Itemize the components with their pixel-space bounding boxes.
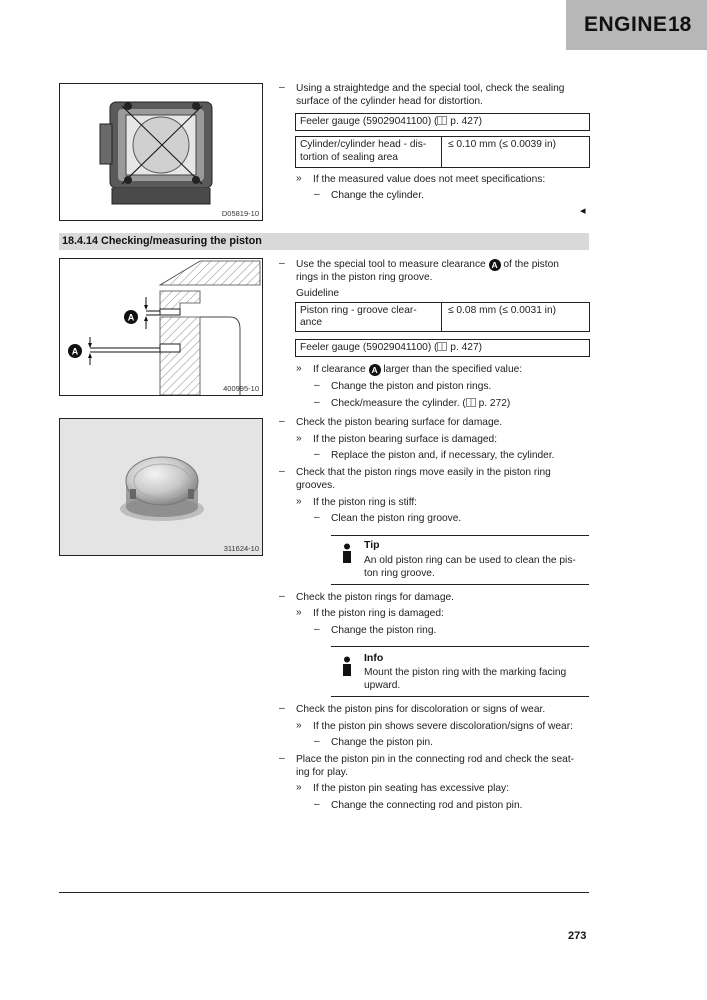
tip-title: Tip [364, 539, 380, 551]
ring-clearance-diagram [60, 259, 262, 395]
condition-text: larger than the specified value: [383, 364, 523, 375]
callout-a-badge: A [369, 364, 381, 376]
info-bottom-rule [331, 696, 589, 697]
book-icon [466, 398, 476, 407]
spec-value: ≤ 0.08 mm (≤ 0.0031 in) [448, 305, 557, 316]
info-top-rule [331, 646, 589, 647]
action-text: Change the piston pin. [331, 737, 433, 748]
action-dash: – [314, 799, 320, 810]
tool-name: Feeler gauge (59029041100) ( [300, 342, 438, 353]
book-icon [437, 116, 447, 125]
spec-table [295, 302, 590, 332]
condition-text: If the piston ring is damaged: [313, 608, 444, 619]
step-dash: – [279, 258, 285, 269]
tip-text: An old piston ring can be used to clean the pis- [364, 555, 576, 566]
step-text: Check the piston rings for damage. [296, 592, 454, 603]
figure-cylinder [59, 83, 263, 221]
action-text: Clean the piston ring groove. [331, 513, 462, 524]
tip-top-rule [331, 535, 589, 536]
page-ref: p. 427) [447, 342, 483, 353]
tip-text: ton ring groove. [364, 568, 435, 579]
action-dash: – [314, 449, 320, 460]
action-dash: – [314, 380, 320, 391]
step-dash: – [279, 703, 285, 714]
step-text: rings in the piston ring groove. [296, 272, 433, 283]
action-text: Replace the piston and, if necessary, the cylinder. [331, 450, 555, 461]
step-text: Check the piston bearing surface for damage. [296, 417, 503, 428]
figure-id: 311624-10 [223, 544, 259, 553]
step-text: of the piston [503, 259, 559, 270]
info-icon [340, 656, 354, 676]
action-dash: – [314, 512, 320, 523]
spec-label: ance [300, 317, 323, 328]
figure-id: 400995-10 [223, 384, 259, 393]
condition-text: If the piston pin shows severe discoloration/signs of wear: [313, 721, 573, 732]
condition-bullet: » [296, 363, 302, 374]
condition-bullet: » [296, 720, 302, 731]
step-dash: – [279, 82, 285, 93]
callout-a-lower: A [71, 346, 79, 357]
tool-name: Feeler gauge (59029041100) ( [300, 116, 438, 127]
info-title: Info [364, 652, 384, 664]
info-icon [340, 543, 354, 563]
step-dash: – [279, 753, 285, 764]
action-text: Check/measure the cylinder. ( [331, 398, 466, 409]
chapter-title: ENGINE [584, 13, 668, 36]
step-dash: – [279, 416, 285, 427]
section-title: 18.4.14 Checking/measuring the piston [62, 235, 262, 247]
action-text: Change the piston ring. [331, 625, 437, 636]
spec-label: Piston ring - groove clear- [300, 305, 417, 316]
spec-value: ≤ 0.10 mm (≤ 0.0039 in) [448, 139, 557, 150]
step-text: grooves. [296, 480, 336, 491]
condition-bullet: » [296, 433, 302, 444]
condition-text: If the measured value does not meet specifications: [313, 174, 546, 185]
action-text: Change the cylinder. [331, 190, 424, 201]
piston-photo [60, 419, 262, 555]
action-dash: – [314, 624, 320, 635]
figure-id: D05819-10 [221, 209, 259, 218]
page-ref: p. 427) [447, 116, 483, 127]
condition-bullet: » [296, 782, 302, 793]
action-text: Change the piston and piston rings. [331, 381, 492, 392]
condition-text: If the piston bearing surface is damaged: [313, 434, 498, 445]
step-text: Check the piston pins for discoloration or signs of wear. [296, 704, 546, 715]
figure-ring-clearance [59, 258, 263, 396]
condition-bullet: » [296, 607, 302, 618]
condition-text: If the piston ring is stiff: [313, 497, 417, 508]
tool-box [295, 339, 590, 357]
book-icon [437, 342, 447, 351]
condition-bullet: » [296, 173, 302, 184]
action-dash: – [314, 397, 320, 408]
guideline-label: Guideline [296, 288, 340, 299]
step-text: Use the special tool to measure clearance [296, 259, 486, 270]
step-text: ing for play. [296, 767, 348, 778]
figure-piston-photo [59, 418, 263, 556]
tool-box [295, 113, 590, 131]
action-text: Change the connecting rod and piston pin. [331, 800, 523, 811]
end-mark: ◂ [580, 205, 586, 217]
step-text: Place the piston pin in the connecting rod and check the seat- [296, 754, 575, 765]
step-dash: – [279, 466, 285, 477]
step-text: Using a straightedge and the special tool, check the sealing [296, 83, 565, 94]
action-dash: – [314, 189, 320, 200]
info-text: upward. [364, 680, 401, 691]
page-ref: p. 272) [475, 398, 511, 409]
callout-a-badge: A [489, 259, 501, 271]
step-dash: – [279, 591, 285, 602]
step-text: surface of the cylinder head for distortion. [296, 96, 483, 107]
action-dash: – [314, 736, 320, 747]
spec-label: Cylinder/cylinder head - dis- [300, 139, 427, 150]
chapter-number: 18 [668, 13, 692, 36]
condition-bullet: » [296, 496, 302, 507]
condition-text: If the piston pin seating has excessive play: [313, 783, 509, 794]
footer-rule [59, 892, 589, 893]
info-text: Mount the piston ring with the marking facing [364, 667, 567, 678]
page-number: 273 [568, 930, 587, 942]
tip-bottom-rule [331, 584, 589, 585]
condition-text: If clearance [313, 364, 366, 375]
cylinder-illustration [60, 84, 262, 220]
step-text: Check that the piston rings move easily in the piston ring [296, 467, 551, 478]
spec-label: tortion of sealing area [300, 152, 398, 163]
callout-a-upper: A [127, 312, 135, 323]
spec-table [295, 136, 590, 168]
